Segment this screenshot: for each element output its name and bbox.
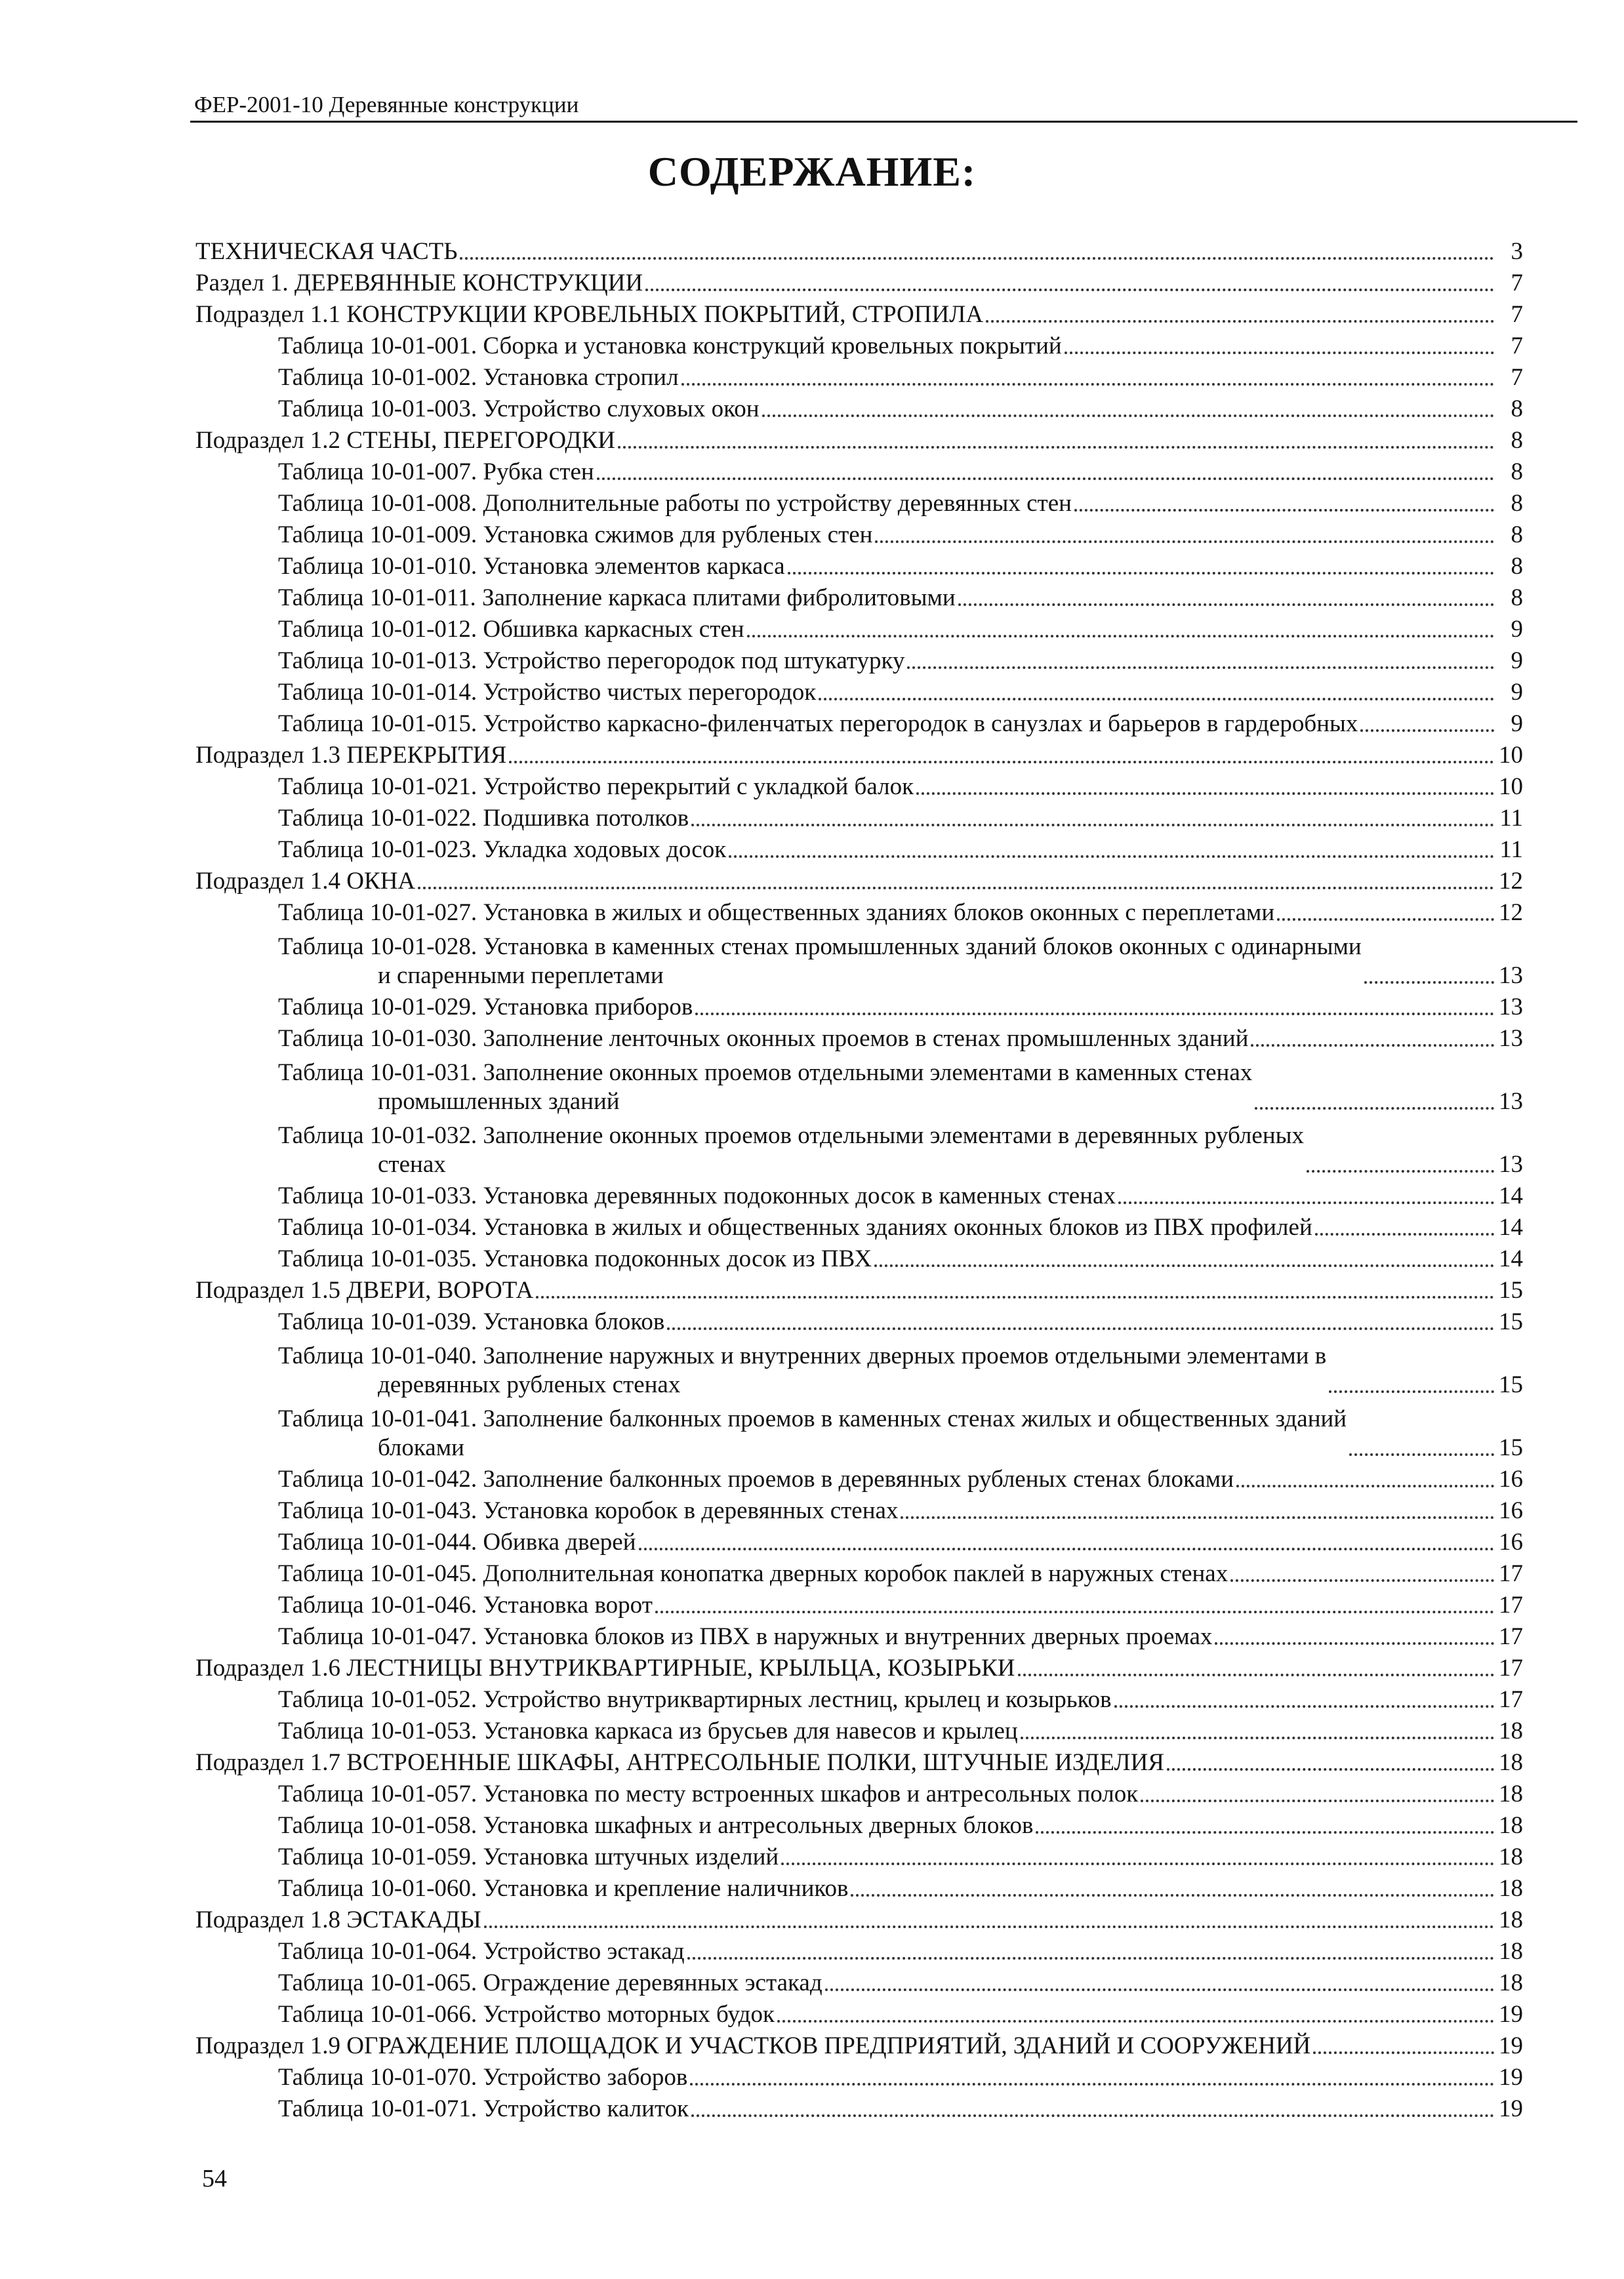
toc-entry-title-continuation: и спаренными переплетами [378, 962, 664, 989]
toc-page-number: 17 [1499, 1623, 1523, 1650]
toc-page-number: 17 [1499, 1560, 1523, 1587]
toc-entry-title: Таблица 10-01-033. Установка деревянных подоконных досок в каменных стенах [278, 1182, 1116, 1209]
toc-entry-title [278, 933, 1362, 990]
toc-entry[interactable] [195, 770, 1523, 801]
toc-entry[interactable] [195, 518, 1523, 550]
dot-leader [907, 666, 1494, 669]
toc-entry[interactable] [195, 990, 1523, 1022]
toc-page-number: 8 [1511, 553, 1523, 580]
toc-page-number: 11 [1499, 836, 1523, 863]
toc-entry-title-continuation: промышленных зданий [378, 1088, 620, 1115]
dot-leader [1313, 2051, 1494, 2054]
toc-page-number: 13 [1499, 1151, 1523, 1178]
toc-entry[interactable] [195, 1809, 1523, 1840]
toc-page-number: 12 [1499, 868, 1523, 895]
toc-entry[interactable] [195, 1274, 1523, 1305]
dot-leader [1349, 1453, 1494, 1456]
toc-entry[interactable] [195, 581, 1523, 613]
toc-page-number: 18 [1499, 1781, 1523, 1807]
toc-entry-title: Таблица 10-01-035. Установка подоконных досок из ПВХ [278, 1245, 872, 1272]
toc-entry[interactable] [195, 487, 1523, 518]
dot-leader [639, 1548, 1494, 1550]
dot-leader [667, 1327, 1494, 1330]
toc-entry-title-line: Таблица 10-01-028. Установка в каменных стенах промышленных зданий блоков оконных с одинарными [278, 933, 1362, 960]
toc-page-number: 14 [1499, 1182, 1523, 1209]
toc-page-number: 15 [1499, 1308, 1523, 1335]
toc-entry[interactable] [195, 1337, 1523, 1400]
toc-entry-title: Таблица 10-01-034. Установка в жилых и общественных зданиях оконных блоков из ПВХ профилей [278, 1214, 1312, 1241]
toc-entry-title: Таблица 10-01-011. Заполнение каркаса плитами фибролитовыми [278, 584, 956, 611]
toc-page-number: 10 [1499, 773, 1523, 800]
toc-entry-title: Таблица 10-01-058. Установка шкафных и антресольных дверных блоков [278, 1812, 1034, 1839]
toc-entry-title: Подраздел 1.3 ПЕРЕКРЫТИЯ [195, 742, 507, 769]
toc-page-number: 7 [1511, 364, 1523, 391]
toc-entry-title: Подраздел 1.7 ВСТРОЕННЫЕ ШКАФЫ, АНТРЕСОЛЬНЫЕ ПОЛКИ, ШТУЧНЫЕ ИЗДЕЛИЯ [195, 1749, 1164, 1776]
toc-entry-title: Таблица 10-01-022. Подшивка потолков [278, 805, 689, 832]
dot-leader [1074, 509, 1494, 512]
toc-entry-title: Таблица 10-01-008. Дополнительные работы по устройству деревянных стен [278, 490, 1072, 517]
dot-leader [484, 1926, 1494, 1928]
dot-leader [729, 855, 1494, 858]
toc-page-number: 9 [1511, 647, 1523, 674]
toc-page-number: 7 [1511, 270, 1523, 296]
toc-page-number: 18 [1499, 1938, 1523, 1965]
toc-entry[interactable] [195, 329, 1523, 361]
toc-entry[interactable] [195, 2029, 1523, 2061]
dot-leader [690, 2083, 1494, 2086]
toc-page-number: 13 [1499, 962, 1523, 989]
toc-entry[interactable] [195, 2061, 1523, 2092]
toc-entry-title: Таблица 10-01-003. Устройство слуховых окон [278, 395, 760, 422]
toc-entry-title: Подраздел 1.6 ЛЕСТНИЦЫ ВНУТРИКВАРТИРНЫЕ, КРЫЛЬЦА, КОЗЫРЬКИ [195, 1655, 1015, 1682]
dot-leader [645, 289, 1494, 291]
dot-leader [681, 383, 1494, 386]
toc-entry[interactable] [195, 707, 1523, 738]
toc-entry-title-continuation: блоками [378, 1434, 464, 1461]
toc-page-number: 17 [1499, 1686, 1523, 1713]
toc-entry-title: Таблица 10-01-023. Укладка ходовых досок [278, 836, 727, 863]
toc-page-number: 8 [1511, 458, 1523, 485]
toc-entry-title: Таблица 10-01-027. Установка в жилых и общественных зданиях блоков оконных с переплетами [278, 899, 1275, 926]
toc-page-number: 18 [1499, 1969, 1523, 1996]
dot-leader [762, 414, 1495, 417]
toc-entry-title: ТЕХНИЧЕСКАЯ ЧАСТЬ [195, 238, 458, 265]
toc-entry[interactable] [195, 1683, 1523, 1714]
toc-page-number: 12 [1499, 899, 1523, 926]
page-number: 54 [202, 2165, 227, 2192]
toc-entry-title: Таблица 10-01-012. Обшивка каркасных стен [278, 616, 744, 643]
dot-leader [1230, 1579, 1494, 1582]
dot-leader [916, 792, 1494, 795]
dot-leader [509, 761, 1494, 763]
toc-entry[interactable] [195, 1903, 1523, 1935]
toc-entry-title-continuation: стенах [378, 1151, 446, 1178]
toc-entry[interactable] [195, 1305, 1523, 1337]
dot-leader [1315, 1233, 1494, 1236]
dot-leader [986, 320, 1494, 323]
dot-leader [1255, 1107, 1494, 1110]
toc-entry[interactable] [195, 1053, 1523, 1116]
dot-leader [1167, 1768, 1494, 1771]
toc-entry-title: Таблица 10-01-045. Дополнительная конопатка дверных коробок паклей в наружных стенах [278, 1560, 1228, 1587]
dot-leader [825, 1988, 1494, 1991]
toc-entry[interactable] [195, 1494, 1523, 1525]
dot-leader [1021, 1737, 1494, 1739]
dot-leader [691, 824, 1494, 826]
toc-entry-title-line: Таблица 10-01-031. Заполнение оконных проемов отдельными элементами в каменных стенах [278, 1059, 1253, 1086]
toc-entry-title: Таблица 10-01-007. Рубка стен [278, 458, 594, 485]
toc-page-number: 14 [1499, 1214, 1523, 1241]
dot-leader [691, 2114, 1494, 2117]
toc-entry-title: Таблица 10-01-043. Установка коробок в деревянных стенах [278, 1497, 899, 1524]
dot-leader [1360, 729, 1494, 732]
toc-entry[interactable] [195, 1935, 1523, 1966]
toc-entry-title: Таблица 10-01-046. Установка ворот [278, 1592, 653, 1619]
dot-leader [747, 635, 1494, 637]
dot-leader [618, 446, 1494, 449]
toc-entry-title: Таблица 10-01-030. Заполнение ленточных оконных проемов в стенах промышленных зданий [278, 1025, 1249, 1052]
dot-leader [655, 1611, 1494, 1613]
toc-entry-title: Подраздел 1.9 ОГРАЖДЕНИЕ ПЛОЩАДОК И УЧАСТКОВ ПРЕДПРИЯТИЙ, ЗДАНИЙ И СООРУЖЕНИЙ [195, 2032, 1311, 2059]
toc-entry-title: Таблица 10-01-013. Устройство перегородок под штукатурку [278, 647, 905, 674]
toc-page-number: 14 [1499, 1245, 1523, 1272]
toc-entry-title [278, 1405, 1347, 1462]
toc-entry-title [278, 1121, 1304, 1179]
toc-entry-title: Таблица 10-01-066. Устройство моторных будок [278, 2001, 775, 2028]
toc-entry-title-line: Таблица 10-01-041. Заполнение балконных проемов в каменных стенах жилых и общественных зданий [278, 1405, 1347, 1432]
toc-page-number: 3 [1511, 238, 1523, 265]
toc-entry-title: Таблица 10-01-029. Установка приборов [278, 994, 693, 1020]
toc-entry[interactable] [195, 738, 1523, 770]
toc-entry-title [278, 1342, 1326, 1400]
toc-entry-title: Таблица 10-01-042. Заполнение балконных проемов в деревянных рубленых стенах блоками [278, 1466, 1234, 1493]
toc-entry-title: Таблица 10-01-002. Установка стропил [278, 364, 679, 391]
dot-leader [1251, 1044, 1494, 1047]
toc-entry[interactable] [195, 235, 1523, 266]
dot-leader [901, 1516, 1494, 1519]
toc-entry-title: Таблица 10-01-047. Установка блоков из ПВХ в наружных и внутренних дверных проемах [278, 1623, 1213, 1650]
toc-entry[interactable] [195, 455, 1523, 487]
dot-leader [597, 477, 1494, 480]
dot-leader [875, 540, 1494, 543]
header-rule [190, 121, 1577, 123]
toc-entry[interactable] [195, 613, 1523, 644]
dot-leader [819, 698, 1494, 700]
running-header: ФЕР-2001-10 Деревянные конструкции [194, 92, 579, 117]
toc-entry[interactable] [195, 644, 1523, 676]
toc-entry-title-line: Таблица 10-01-032. Заполнение оконных проемов отдельными элементами в деревянных рубленых [278, 1122, 1304, 1149]
dot-leader [1236, 1485, 1494, 1487]
toc-entry-title: Подраздел 1.1 КОНСТРУКЦИИ КРОВЕЛЬНЫХ ПОКРЫТИЙ, СТРОПИЛА [195, 301, 984, 328]
toc-entry-title: Таблица 10-01-052. Устройство внутриквартирных лестниц, крылец и козырьков [278, 1686, 1112, 1713]
toc-page-number: 18 [1499, 1875, 1523, 1902]
dot-leader [418, 887, 1494, 889]
toc-entry-title: Таблица 10-01-053. Установка каркаса из брусьев для навесов и крылец [278, 1718, 1018, 1745]
dot-leader [1277, 918, 1494, 921]
dot-leader [781, 1863, 1494, 1865]
toc-entry-title: Таблица 10-01-009. Установка сжимов для рубленых стен [278, 521, 873, 548]
toc-entry[interactable] [195, 550, 1523, 581]
dot-leader [1118, 1201, 1494, 1204]
toc-entry[interactable] [195, 1998, 1523, 2029]
toc-page-number: 13 [1499, 1025, 1523, 1052]
toc-page-number: 8 [1511, 584, 1523, 611]
toc-entry[interactable] [195, 1525, 1523, 1557]
toc-entry-title: Подраздел 1.5 ДВЕРИ, ВОРОТА [195, 1277, 534, 1304]
toc-entry-title: Таблица 10-01-015. Устройство каркасно-филенчатых перегородок в санузлах и барьеров в гардеробных [278, 710, 1358, 737]
toc-entry-title-continuation: деревянных рубленых стенах [378, 1371, 681, 1398]
toc-entry[interactable] [195, 833, 1523, 864]
toc-entry-title: Подраздел 1.8 ЭСТАКАДЫ [195, 1906, 481, 1933]
toc-page-number: 18 [1499, 1718, 1523, 1745]
toc-entry[interactable] [195, 1022, 1523, 1053]
dot-leader [1114, 1705, 1494, 1708]
toc-entry[interactable] [195, 801, 1523, 833]
toc-entry[interactable] [195, 864, 1523, 896]
toc-page-number: 7 [1511, 333, 1523, 359]
toc-page-number: 10 [1499, 742, 1523, 769]
page-title: СОДЕРЖАНИЕ: [647, 148, 977, 195]
toc-page-number: 18 [1499, 1812, 1523, 1839]
toc-entry[interactable] [195, 1620, 1523, 1651]
toc-entry[interactable] [195, 1966, 1523, 1998]
toc-entry[interactable] [195, 1242, 1523, 1274]
toc-entry-title: Таблица 10-01-044. Обивка дверей [278, 1529, 636, 1556]
toc-page-number: 17 [1499, 1655, 1523, 1682]
toc-entry[interactable] [195, 1777, 1523, 1809]
toc-entry-title [278, 1059, 1252, 1116]
dot-leader [1065, 352, 1494, 354]
toc-entry[interactable] [195, 676, 1523, 707]
dot-leader [1307, 1170, 1494, 1173]
dot-leader [777, 2020, 1494, 2023]
toc-entry[interactable] [195, 266, 1523, 298]
toc-page-number: 18 [1499, 1749, 1523, 1776]
toc-page-number: 19 [1499, 2064, 1523, 2091]
toc-entry[interactable] [195, 298, 1523, 329]
toc-entry[interactable] [195, 927, 1523, 990]
toc-entry[interactable] [195, 1116, 1523, 1179]
toc-page-number: 13 [1499, 1088, 1523, 1115]
toc-page-number: 9 [1511, 710, 1523, 737]
toc-page-number: 8 [1511, 521, 1523, 548]
toc-entry-title: Таблица 10-01-021. Устройство перекрытий с укладкой балок [278, 773, 914, 800]
toc-entry[interactable] [195, 424, 1523, 455]
dot-leader [1036, 1831, 1494, 1834]
toc-entry[interactable] [195, 1557, 1523, 1588]
toc-page-number: 19 [1499, 2095, 1523, 2122]
dot-leader [1329, 1390, 1494, 1393]
table-of-contents [195, 235, 1523, 2124]
toc-entry[interactable] [195, 1179, 1523, 1211]
toc-entry-title-line: Таблица 10-01-040. Заполнение наружных и внутренних дверных проемов отдельными элементами в [278, 1342, 1327, 1369]
dot-leader [851, 1894, 1494, 1897]
toc-entry[interactable] [195, 1651, 1523, 1683]
toc-entry-title: Раздел 1. ДЕРЕВЯННЫЕ КОНСТРУКЦИИ [195, 270, 643, 296]
toc-entry[interactable] [195, 361, 1523, 392]
dot-leader [460, 257, 1494, 260]
toc-entry-title: Таблица 10-01-064. Устройство эстакад [278, 1938, 685, 1965]
dot-leader [1141, 1800, 1494, 1802]
toc-page-number: 15 [1499, 1371, 1523, 1398]
toc-entry-title: Таблица 10-01-057. Установка по месту встроенных шкафов и антресольных полок [278, 1781, 1139, 1807]
toc-page-number: 19 [1499, 2032, 1523, 2059]
toc-page-number: 13 [1499, 994, 1523, 1020]
toc-entry-title: Таблица 10-01-060. Установка и крепление наличников [278, 1875, 849, 1902]
toc-entry-title: Таблица 10-01-039. Установка блоков [278, 1308, 665, 1335]
toc-entry[interactable] [195, 1588, 1523, 1620]
toc-page-number: 18 [1499, 1906, 1523, 1933]
dot-leader [687, 1957, 1494, 1960]
toc-entry[interactable] [195, 1400, 1523, 1462]
toc-page-number: 18 [1499, 1844, 1523, 1870]
toc-entry-title: Подраздел 1.4 ОКНА [195, 868, 416, 895]
dot-leader [536, 1296, 1494, 1299]
toc-page-number: 15 [1499, 1277, 1523, 1304]
toc-page-number: 8 [1511, 395, 1523, 422]
dot-leader [695, 1013, 1494, 1015]
dot-leader [788, 572, 1494, 575]
toc-page-number: 19 [1499, 2001, 1523, 2028]
toc-entry-title: Таблица 10-01-071. Устройство калиток [278, 2095, 689, 2122]
toc-page-number: 9 [1511, 616, 1523, 643]
toc-entry-title: Таблица 10-01-070. Устройство заборов [278, 2064, 688, 2091]
toc-entry-title: Таблица 10-01-010. Установка элементов каркаса [278, 553, 785, 580]
toc-entry[interactable] [195, 1211, 1523, 1242]
toc-entry[interactable] [195, 1462, 1523, 1494]
toc-entry[interactable] [195, 1840, 1523, 1872]
dot-leader [874, 1264, 1494, 1267]
toc-entry[interactable] [195, 1714, 1523, 1746]
toc-entry[interactable] [195, 1872, 1523, 1903]
toc-entry[interactable] [195, 2092, 1523, 2124]
toc-page-number: 16 [1499, 1529, 1523, 1556]
toc-page-number: 7 [1511, 301, 1523, 328]
toc-entry[interactable] [195, 896, 1523, 927]
toc-page-number: 9 [1511, 679, 1523, 706]
dot-leader [1215, 1642, 1494, 1645]
toc-entry-title: Таблица 10-01-065. Ограждение деревянных эстакад [278, 1969, 822, 1996]
toc-entry-title: Таблица 10-01-014. Устройство чистых перегородок [278, 679, 817, 706]
toc-page-number: 15 [1499, 1434, 1523, 1461]
toc-page-number: 8 [1511, 427, 1523, 454]
toc-entry-title: Таблица 10-01-059. Установка штучных изделий [278, 1844, 779, 1870]
toc-entry[interactable] [195, 392, 1523, 424]
toc-entry-title: Таблица 10-01-001. Сборка и установка конструкций кровельных покрытий [278, 333, 1062, 359]
toc-page-number: 16 [1499, 1497, 1523, 1524]
toc-page-number: 17 [1499, 1592, 1523, 1619]
toc-page-number: 11 [1499, 805, 1523, 832]
toc-entry-title: Подраздел 1.2 СТЕНЫ, ПЕРЕГОРОДКИ [195, 427, 615, 454]
dot-leader [1018, 1674, 1494, 1676]
toc-entry[interactable] [195, 1746, 1523, 1777]
toc-page-number: 16 [1499, 1466, 1523, 1493]
toc-page-number: 8 [1511, 490, 1523, 517]
dot-leader [958, 603, 1494, 606]
dot-leader [1364, 981, 1494, 984]
